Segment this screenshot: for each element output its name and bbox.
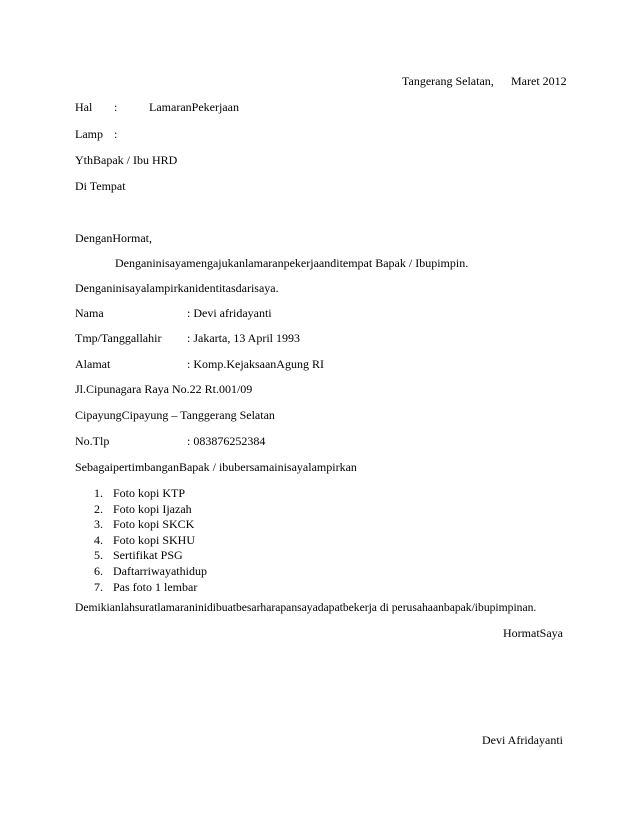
hal-colon: : — [114, 100, 118, 114]
attachments-intro: SebagaipertimbanganBapak / ibubersamainisayalampirkan — [75, 460, 357, 474]
list-item — [94, 486, 207, 502]
list-item-text: Foto kopi Ijazah — [113, 501, 192, 516]
nama-value: : Devi afridayanti — [187, 306, 272, 320]
lamp-colon: : — [114, 127, 118, 141]
list-item — [94, 533, 207, 549]
list-item-text: Daftarriwayathidup — [113, 563, 207, 578]
alamat-line3: CipayungCipayung – Tanggerang Selatan — [75, 408, 275, 422]
list-item-number: 4. — [94, 532, 103, 547]
list-item-number: 5. — [94, 548, 103, 563]
list-item-text: Foto kopi SKHU — [113, 532, 196, 547]
hal-label: Hal — [75, 100, 93, 114]
list-item-number: 3. — [94, 517, 103, 532]
list-item — [94, 502, 207, 518]
list-item-number: 7. — [94, 579, 103, 594]
intro-paragraph: Denganinisayamengajukanlamaranpekerjaanditempat Bapak / Ibupimpin. — [115, 256, 469, 270]
list-item-number: 1. — [94, 486, 103, 500]
salutation: DenganHormat, — [75, 231, 152, 245]
list-item — [94, 580, 207, 596]
list-item-text: Sertifikat PSG — [113, 548, 183, 563]
list-item — [94, 517, 207, 533]
alamat-value: : Komp.KejaksaanAgung RI — [187, 357, 324, 371]
ttl-value: : Jakarta, 13 April 1993 — [187, 331, 300, 345]
list-item — [94, 548, 207, 564]
closing-regards: HormatSaya — [503, 626, 563, 640]
lamp-label: Lamp — [75, 127, 103, 141]
tlp-value: : 083876252384 — [187, 434, 266, 448]
list-item-number: 6. — [94, 563, 103, 578]
letter-place: Tangerang Selatan, — [402, 74, 494, 88]
attach-intro: Denganinisayalampirkanidentitasdarisaya. — [75, 281, 279, 295]
hal-value: LamaranPekerjaan — [149, 100, 239, 114]
signature-name: Devi Afridayanti — [482, 733, 563, 747]
recipient-line1: YthBapak / Ibu HRD — [75, 153, 178, 167]
list-item-text: Foto kopi KTP — [113, 486, 186, 500]
ttl-label: Tmp/Tanggallahir — [75, 331, 162, 345]
nama-label: Nama — [75, 306, 104, 320]
list-item-number: 2. — [94, 501, 103, 516]
alamat-line2: Jl.Cipunagara Raya No.22 Rt.001/09 — [75, 382, 253, 396]
recipient-line2: Di Tempat — [75, 179, 126, 193]
attachments-list — [94, 486, 207, 595]
alamat-label: Alamat — [75, 357, 111, 371]
tlp-label: No.Tlp — [75, 434, 110, 448]
letter-date: Maret 2012 — [511, 74, 567, 88]
closing-paragraph: Demikianlahsuratlamaraninidibuatbesarharapansayadapatbekerja di perusahaanbapak/ibupimpinan. — [75, 601, 537, 614]
list-item-text: Pas foto 1 lembar — [113, 579, 198, 594]
list-item-text: Foto kopi SKCK — [113, 517, 195, 532]
list-item — [94, 564, 207, 580]
